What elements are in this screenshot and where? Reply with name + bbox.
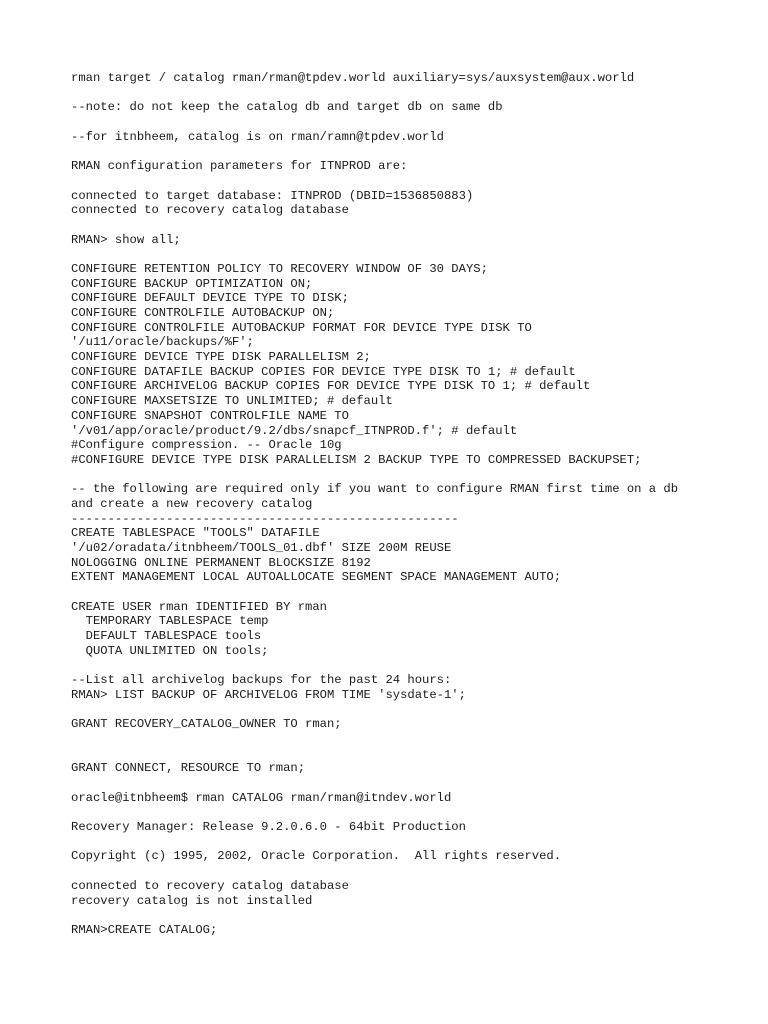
blank-line <box>71 864 751 879</box>
blank-line <box>71 747 751 762</box>
text-line: Recovery Manager: Release 9.2.0.6.0 - 64bit Production <box>71 820 466 835</box>
text-line: '/v01/app/oracle/product/9.2/dbs/snapcf_ITNPROD.f'; # default <box>71 423 518 438</box>
text-line: CONFIGURE RETENTION POLICY TO RECOVERY WINDOW OF 30 DAYS; <box>71 261 488 276</box>
blank-line <box>71 585 751 600</box>
text-line: NOLOGGING ONLINE PERMANENT BLOCKSIZE 8192 <box>71 555 371 570</box>
blank-line <box>71 247 751 262</box>
text-line: #CONFIGURE DEVICE TYPE DISK PARALLELISM 2 BACKUP TYPE TO COMPRESSED BACKUPSET; <box>71 452 642 467</box>
text-line: CONFIGURE ARCHIVELOG BACKUP COPIES FOR DEVICE TYPE DISK TO 1; # default <box>71 379 591 394</box>
document-body <box>71 71 751 938</box>
text-line: CONFIGURE SNAPSHOT CONTROLFILE NAME TO <box>71 408 349 423</box>
blank-line <box>71 776 751 791</box>
text-line: CONFIGURE DEFAULT DEVICE TYPE TO DISK; <box>71 291 349 306</box>
text-line: Copyright (c) 1995, 2002, Oracle Corporation. All rights reserved. <box>71 849 562 864</box>
blank-line <box>71 732 751 747</box>
text-line: GRANT CONNECT, RESOURCE TO rman; <box>71 761 306 776</box>
text-line: CONFIGURE CONTROLFILE AUTOBACKUP FORMAT FOR DEVICE TYPE DISK TO <box>71 320 532 335</box>
text-line: CREATE USER rman IDENTIFIED BY rman <box>71 599 327 614</box>
blank-line <box>71 144 751 159</box>
text-line: recovery catalog is not installed <box>71 893 313 908</box>
blank-line <box>71 835 751 850</box>
blank-line <box>71 468 751 483</box>
text-line: --List all archivelog backups for the past 24 hours: <box>71 673 452 688</box>
blank-line <box>71 174 751 189</box>
text-line: CREATE TABLESPACE "TOOLS" DATAFILE <box>71 526 320 541</box>
text-line: rman target / catalog rman/rman@tpdev.world auxiliary=sys/auxsystem@aux.world <box>71 71 635 85</box>
text-line: oracle@itnbheem$ rman CATALOG rman/rman@itndev.world <box>71 790 452 805</box>
text-line: CONFIGURE BACKUP OPTIMIZATION ON; <box>71 276 313 291</box>
separator-line: ----------------------------------------------------- <box>71 511 459 526</box>
text-line: RMAN>CREATE CATALOG; <box>71 922 218 937</box>
text-line: connected to recovery catalog database <box>71 878 349 893</box>
blank-line <box>71 86 751 101</box>
blank-line <box>71 908 751 923</box>
text-line: and create a new recovery catalog <box>71 496 313 511</box>
text-line: QUOTA UNLIMITED ON tools; <box>71 643 269 658</box>
text-line: CONFIGURE DEVICE TYPE DISK PARALLELISM 2; <box>71 350 371 365</box>
blank-line <box>71 115 751 130</box>
text-line: '/u11/oracle/backups/%F'; <box>71 335 254 350</box>
text-line: --for itnbheem, catalog is on rman/ramn@tpdev.world <box>71 129 444 144</box>
text-line: connected to recovery catalog database <box>71 203 349 218</box>
text-line: RMAN configuration parameters for ITNPROD are: <box>71 159 408 174</box>
text-line: DEFAULT TABLESPACE tools <box>71 629 262 644</box>
text-line: CONFIGURE CONTROLFILE AUTOBACKUP ON; <box>71 306 335 320</box>
text-line: connected to target database: ITNPROD (DBID=1536850883) <box>71 188 474 203</box>
blank-line <box>71 805 751 820</box>
blank-line <box>71 659 751 674</box>
text-line: '/u02/oradata/itnbheem/TOOLS_01.dbf' SIZE 200M REUSE <box>71 541 452 555</box>
text-line: -- the following are required only if you want to configure RMAN first time on a db <box>71 482 679 497</box>
blank-line <box>71 218 751 233</box>
text-line: TEMPORARY TABLESPACE temp <box>71 614 269 629</box>
text-line: CONFIGURE MAXSETSIZE TO UNLIMITED; # default <box>71 394 393 409</box>
text-line: --note: do not keep the catalog db and target db on same db <box>71 100 503 115</box>
text-line: #Configure compression. -- Oracle 10g <box>71 438 342 453</box>
text-line: CONFIGURE DATAFILE BACKUP COPIES FOR DEVICE TYPE DISK TO 1; # default <box>71 364 576 379</box>
text-line: RMAN> LIST BACKUP OF ARCHIVELOG FROM TIME 'sysdate-1'; <box>71 687 466 702</box>
text-line: EXTENT MANAGEMENT LOCAL AUTOALLOCATE SEGMENT SPACE MANAGEMENT AUTO; <box>71 570 562 585</box>
text-line: GRANT RECOVERY_CATALOG_OWNER TO rman; <box>71 717 342 732</box>
text-line: RMAN> show all; <box>71 232 181 247</box>
blank-line <box>71 703 751 718</box>
